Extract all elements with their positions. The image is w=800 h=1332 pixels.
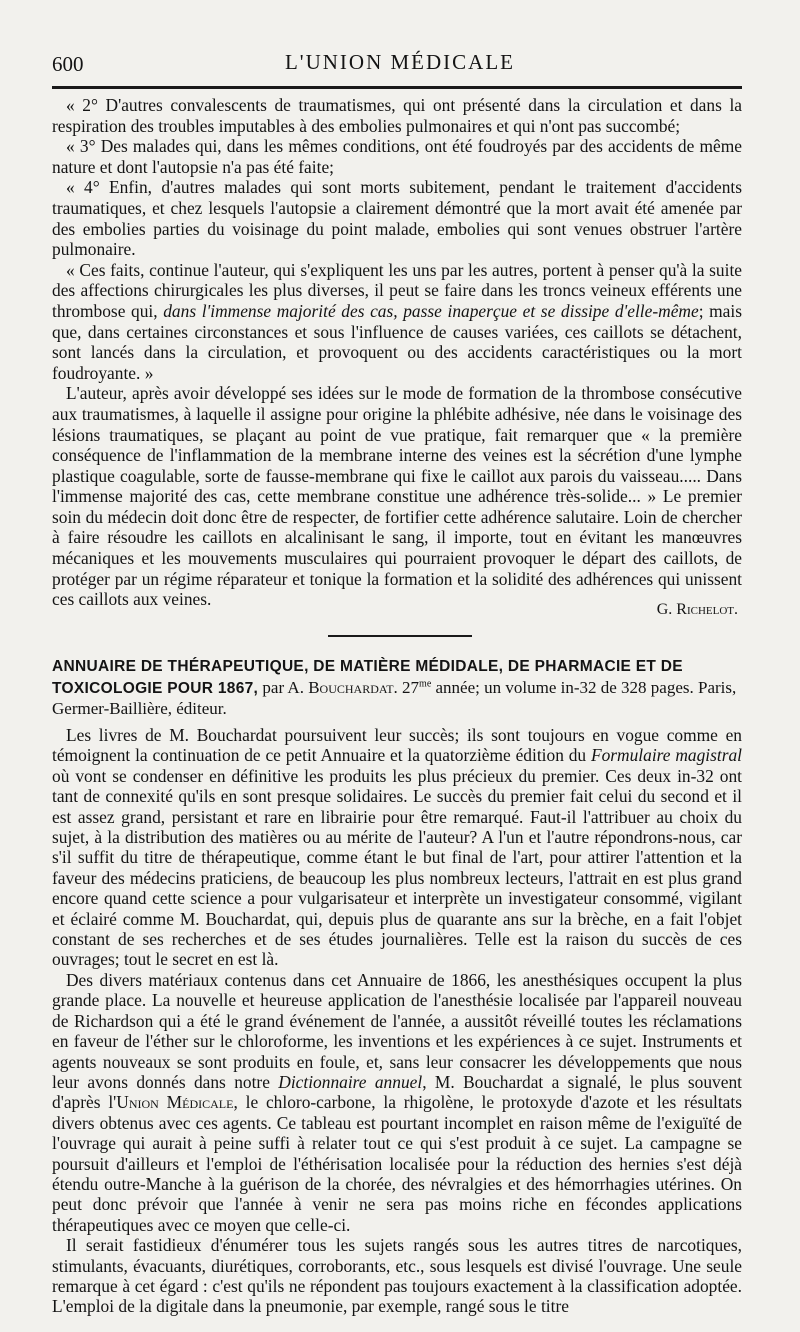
rp1-italic: Formulaire magistral: [590, 745, 742, 766]
review-heading: [52, 656, 742, 720]
heading-sup: me: [419, 677, 432, 689]
rp2-a: Des divers matériaux contenus dans cet Annuaire de 1866, les anesthésiques occupent la plus grande place. La nouvelle et heureuse application de l'anesthésie localisée par l'appareil nouveau de Richardson qui a été le grand événement de l'année, a aussitôt réveillé toutes les réclamations en faveur de l'éther sur le chloroforme, les inventions et les expériences à ce sujet. Instruments et agents nouveaux se sont produits en foule, et, sans leur consacrer les développements que nous leur avons donnés dans notre: [52, 969, 742, 1092]
rp2-sc: Union Médicale: [116, 1092, 234, 1113]
heading-text-b: . 27: [393, 677, 420, 697]
rp2-b: , M. Bouchardat a signalé, le plus souvent d'après l': [52, 1071, 742, 1113]
article-paragraph-2: « 3° Des malades qui, dans les mêmes conditions, ont été foudroyés par des accidents de même nature et dont l'autopsie n'a pas été faite;: [52, 136, 742, 177]
article-paragraph-4: [52, 260, 742, 384]
rp2-italic: Dictionnaire annuel: [278, 1071, 423, 1092]
author-signature: G. Richelot.: [656, 601, 738, 618]
heading-text-a: par A.: [262, 677, 309, 697]
header-rule: [52, 86, 742, 89]
review-body: [52, 725, 742, 1317]
review-title: ANNUAIRE DE THÉRAPEUTIQUE, DE MATIÈRE MÉDIDALE, DE PHARMACIE ET DE TOXICOLOGIE POUR 1867,: [52, 658, 683, 697]
article-paragraph-5: L'auteur, après avoir développé ses idées sur le mode de formation de la thrombose consécutive aux traumatismes, à laquelle il assigne pour origine la phlébite adhésive, née dans le voisinage des lésions traumatiques, se plaçant au point de vue pratique, fait remarquer que « la première conséquence de l'inflammation de la membrane interne des veines est la sécrétion d'une lymphe plastique coagulable, sorte de fausse-membrane qui fixe le caillot aux parois du vaisseau..... Dans l'immense majorité des cas, cette membrane constitue une adhérence très-solide... » Le premier soin du médecin doit donc être de respecter, de fortifier cette adhérence salutaire. Loin de chercher à faire résoudre les caillots en alcalinisant le sang, il importe, tout en évitant les manœuvres mécaniques et les mouvements musculaires qui pourraient provoquer le départ des caillots, de protéger par un régime réparateur et tonique la formation et la solidité des adhérences qui unissent ces caillots aux veines.: [52, 383, 742, 610]
heading-author: Bouchardat: [308, 677, 394, 697]
rp2-c: , le chloro-carbone, la rhigolène, le protoxyde d'azote et les résultats divers obtenus avec ces agents. Ce tableau est pourtant incomplet en raison même de l'exiguïté de l'ouvrage qui aurait à peine suffi à relater tout ce qui s'est produit à ce sujet. La campagne se poursuit d'ailleurs et l'emploi de l'éthérisation localisée pour la réduction des hernies s'est déjà étendu outre-Manche à la guérison de la chorée, des névralgies et des hémorrhagies utérines. On peut donc prévoir que l'année à venir ne sera pas moins riche en fécondes applications thérapeutiques avec ce moyen que celle-ci.: [52, 1092, 742, 1235]
rp1-a: Les livres de M. Bouchardat poursuivent leur succès; ils sont toujours en vogue comme en témoignent la continuation de ce petit Annuaire et la quatorzième édition du: [52, 725, 742, 766]
review-paragraph-3: Il serait fastidieux d'énumérer tous les sujets rangés sous les autres titres de narcotiques, stimulants, évacuants, diurétiques, corroborants, etc., sous lesquels est divisé l'ouvrage. Une seule remarque à cet égard : c'est qu'ils ne répondent pas toujours exactement à la classification adoptée. L'emploi de la digitale dans la pneumonie, par exemple, rangé sous le titre: [52, 1235, 742, 1317]
review-paragraph-2: [52, 970, 742, 1235]
article-paragraph-3: « 4° Enfin, d'autres malades qui sont morts subitement, pendant le traitement d'accidents traumatiques, et chez lesquels l'autopsie a clairement démontré que la mort avait été amenée par des embolies parties du voisinage du point malade, embolies qui sont venues obstruer l'artère pulmonaire.: [52, 177, 742, 260]
section-divider: [328, 635, 472, 637]
p5-start: « Ces faits, continue l'auteur, qui s'expliquent les uns par les autres, portent à penser qu'à la suite des affections chirurgicales les plus diverses, il peut se faire dans les troncs veineux efférents une thrombose qui,: [52, 259, 742, 321]
article-continuation: [52, 95, 742, 610]
p5-italic: dans l'immense majorité des cas, passe inaperçue et se dissipe d'elle-même: [163, 300, 699, 321]
rp1-b: où vont se condenser en définitive les produits les plus précieux du premier. Ces deux in-32 ont tant de connexité qu'ils en sont presque solidaires. Le succès du premier fait celui du second et il est assez grand, persistant et rare en librairie pour être remarqué. Faut-il l'attribuer au choix du sujet, à la distribution des matières ou au mérite de l'auteur? A l'un et l'autre répondrons-nous, car s'il suffit du titre de thérapeutique, comme étant le but final de l'art, pour attirer l'attention et la faveur des médecins praticiens, de beaucoup les plus nombreux lecteurs, l'attrait en est plus grand encore quand cette science a pour vulgarisateur et interprète un investigateur consommé, vigilant et éclairé comme M. Bouchardat, qui, depuis plus de quarante ans sur la brèche, en a fait l'objet constant de ses recherches et de ses études journalières. Telle est la raison du succès de ces ouvrages; tout le secret en est là.: [52, 765, 742, 970]
page-header: [48, 46, 752, 76]
journal-title: L'UNION MÉDICALE: [284, 50, 515, 74]
article-paragraph-1: « 2° D'autres convalescents de traumatismes, qui ont présenté dans la circulation et dans la respiration des troubles imputables à des embolies pulmonaires et qui n'ont pas succombé;: [52, 95, 742, 136]
p5-end: ; mais que, dans certaines circonstances et sous l'influence de causes variées, ces caillots se détachent, sont lancés dans la circulation, et provoquent ou des accidents caractéristiques ou la mort foudroyante. »: [52, 300, 742, 383]
page-number: 600: [52, 52, 84, 76]
review-heading-text: [52, 656, 742, 720]
heading-text-c: année; un volume in-32 de 328 pages. Paris, Germer-Baillière, éditeur.: [52, 677, 737, 718]
review-paragraph-1: [52, 725, 742, 970]
